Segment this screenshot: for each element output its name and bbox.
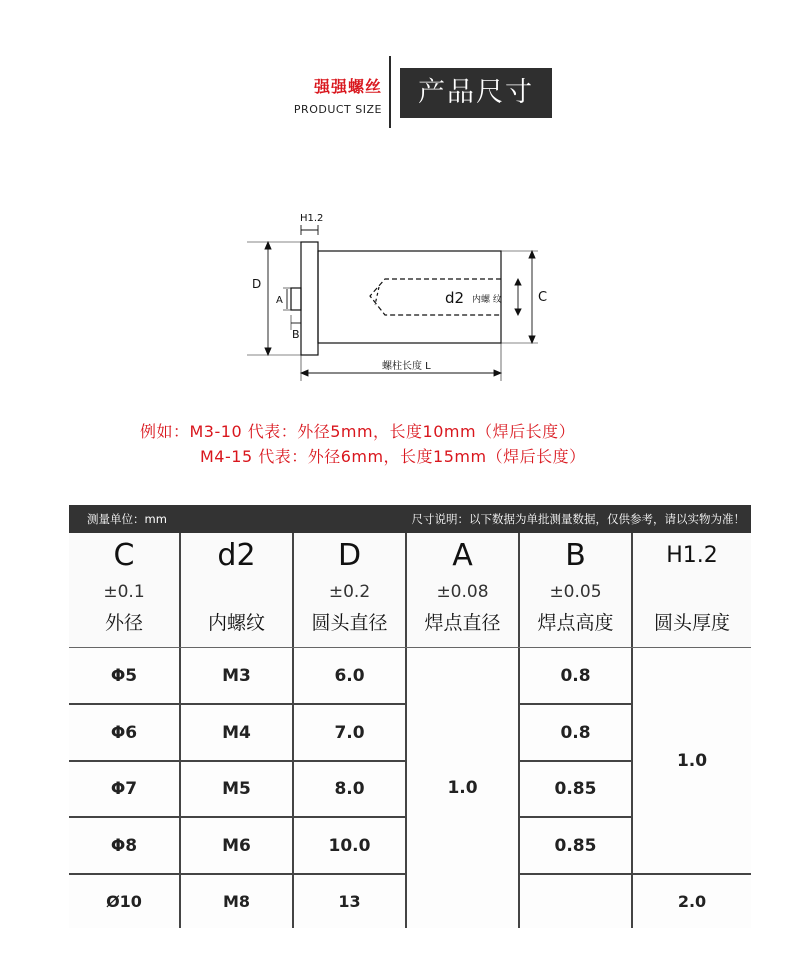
cell-b-5: [520, 875, 633, 928]
label-b: B: [292, 328, 300, 341]
cell-d-3: 8.0: [294, 762, 407, 818]
label-a: A: [276, 295, 283, 306]
cell-d2-4: M6: [181, 818, 294, 875]
size-table: [69, 505, 751, 928]
column-header-h12: H1.2 圆头厚度: [653, 543, 730, 634]
head-plate-shape: [301, 242, 318, 355]
cell-d2-1: M3: [181, 648, 294, 705]
page-title: 产品尺寸: [400, 68, 552, 118]
brand-subtitle: PRODUCT SIZE: [293, 103, 382, 116]
column-header-d: D ±0.2 圆头直径: [294, 533, 407, 647]
label-thread: 内螺 纹: [472, 295, 502, 305]
cell-d-5: 13: [294, 875, 407, 928]
label-length: 螺柱长度 L: [382, 361, 431, 372]
cell-c-1: Φ5: [69, 648, 181, 705]
cell-c-2: Φ6: [69, 705, 181, 762]
label-d: D: [252, 277, 262, 291]
weld-point-shape: [291, 288, 301, 310]
header-divider: [389, 56, 391, 128]
cell-d2-2: M4: [181, 705, 294, 762]
column-header-a: A ±0.08 焊点直径: [407, 533, 520, 647]
table-body: [69, 648, 751, 928]
unit-note: 测量单位：mm: [87, 512, 167, 526]
table-header-row: [69, 533, 751, 648]
cell-b-4: 0.85: [520, 818, 633, 875]
size-note: 尺寸说明：以下数据为单批测量数据，仅供参考，请以实物为准！: [411, 512, 745, 526]
cell-d-2: 7.0: [294, 705, 407, 762]
cell-b-1: 0.8: [520, 648, 633, 705]
label-h12: H1.2: [300, 213, 324, 224]
cell-d2-5: M8: [181, 875, 294, 928]
stud-diagram: [240, 205, 560, 385]
column-header-d2: d2 内螺纹: [181, 533, 294, 647]
example-line-1: 例如：M3-10 代表：外径5mm，长度10mm（焊后长度）: [140, 422, 576, 441]
label-c: C: [538, 290, 548, 305]
example-line-2: M4-15 代表：外径6mm，长度15mm（焊后长度）: [200, 447, 586, 466]
cell-d-1: 6.0: [294, 648, 407, 705]
brand-name: 强强螺丝: [313, 77, 382, 96]
brand-block: [282, 74, 382, 116]
column-header-b: B ±0.05 焊点高度: [520, 533, 633, 647]
label-d2: d2: [445, 289, 465, 307]
cell-d-4: 10.0: [294, 818, 407, 875]
cell-h-merged: 1.0: [633, 648, 751, 875]
cell-d2-3: M5: [181, 762, 294, 818]
cell-c-3: Φ7: [69, 762, 181, 818]
cell-b-2: 0.8: [520, 705, 633, 762]
column-header-c: C ±0.1 外径: [69, 533, 181, 647]
cell-h-5: 2.0: [633, 875, 751, 928]
cell-b-3: 0.85: [520, 762, 633, 818]
cell-c-5: Ø10: [69, 875, 181, 928]
cell-c-4: Φ8: [69, 818, 181, 875]
table-note-bar: [69, 505, 751, 533]
cell-a-merged: 1.0: [407, 648, 520, 928]
